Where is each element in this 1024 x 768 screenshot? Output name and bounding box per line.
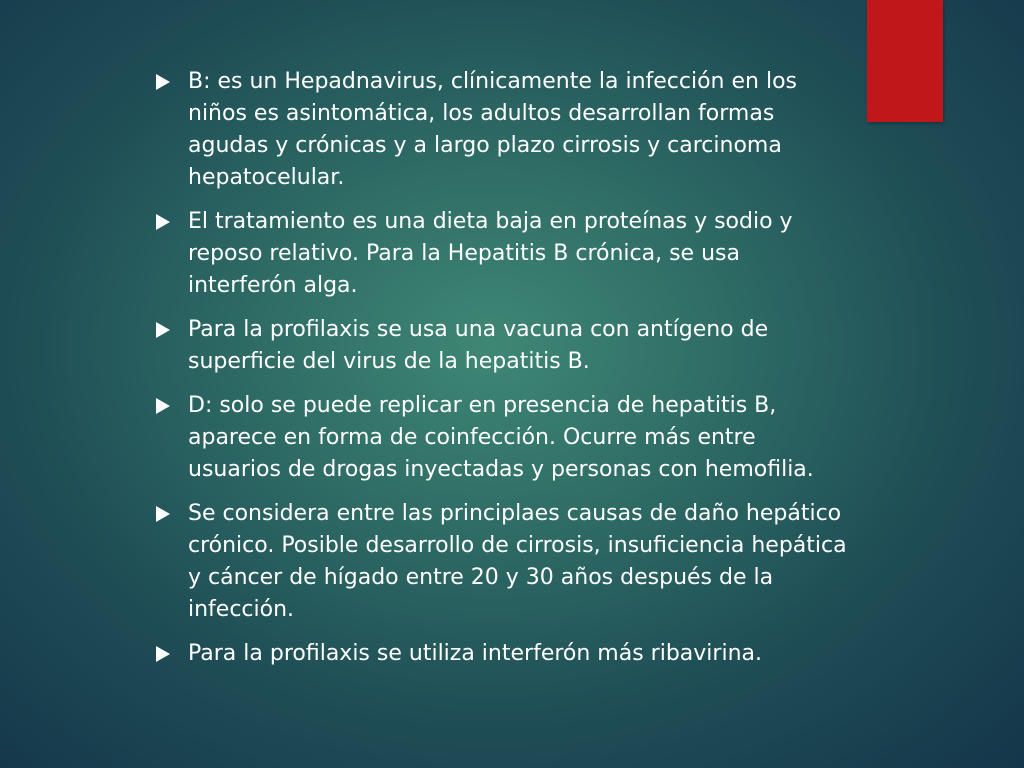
bullet-arrow-icon [156,638,188,670]
bullet-arrow-icon [156,390,188,422]
bullet-arrow-icon [156,66,188,98]
bullet-arrow-icon [156,206,188,238]
accent-bar [867,0,943,122]
bullet-text: Para la profilaxis se usa una vacuna con antígeno de superficie del virus de la hepatitis B. [188,317,769,374]
list-item [156,390,856,486]
bullet-text: Para la profilaxis se utiliza interferón más ribavirina. [188,641,762,666]
bullet-list [156,66,856,682]
bullet-text: El tratamiento es una dieta baja en proteínas y sodio y reposo relativo. Para la Hepatitis B crónica, se usa interferón alga. [188,209,793,298]
list-item [156,498,856,626]
bullet-text: Se considera entre las principlaes causas de daño hepático crónico. Posible desarrollo de cirrosis, insuficiencia hepática y cáncer de hígado entre 20 y 30 años después de la infección. [188,501,847,622]
list-item [156,66,856,194]
bullet-text: D: solo se puede replicar en presencia de hepatitis B, aparece en forma de coinfección. Ocurre más entre usuarios de drogas inyectadas y personas con hemofilia. [188,393,814,482]
bullet-arrow-icon [156,498,188,530]
list-item [156,314,856,378]
list-item [156,206,856,302]
bullet-text: B: es un Hepadnavirus, clínicamente la infección en los niños es asintomática, los adultos desarrollan formas agudas y crónicas y a largo plazo cirrosis y carcinoma hepatocelular. [188,69,797,190]
list-item [156,638,856,670]
bullet-arrow-icon [156,314,188,346]
